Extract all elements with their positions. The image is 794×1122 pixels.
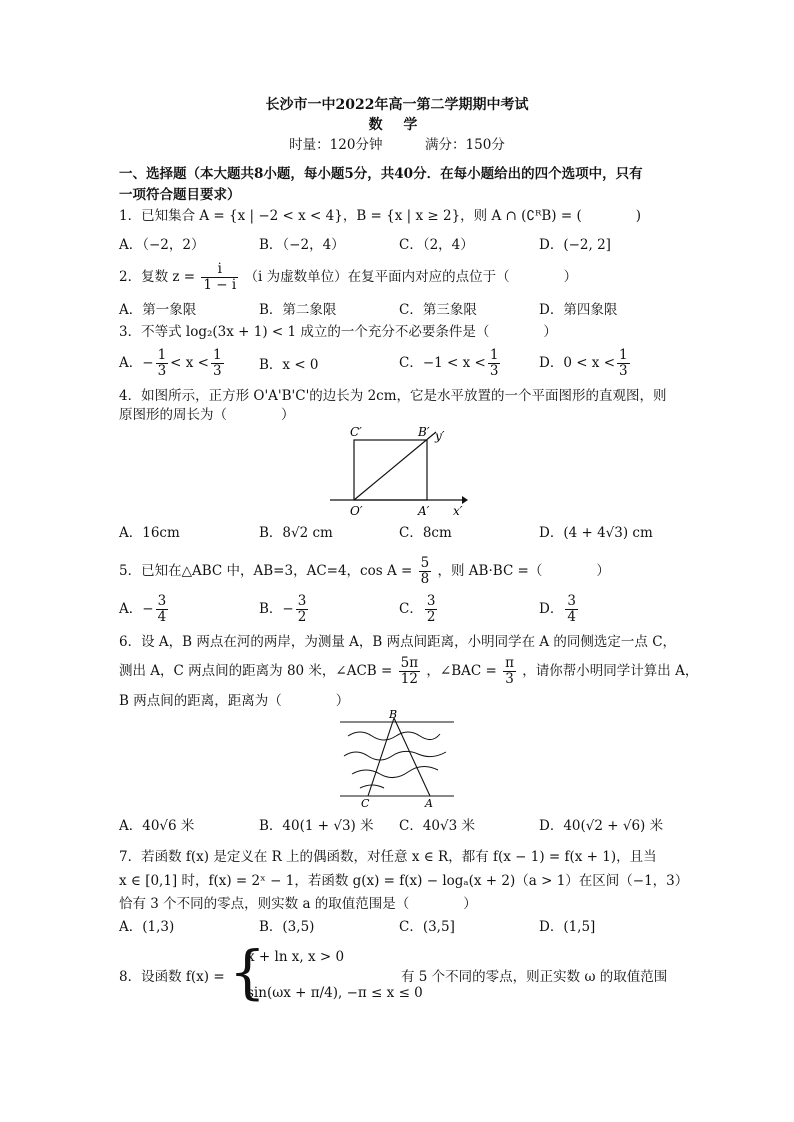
q2-option-a: A．第一象限: [119, 302, 197, 318]
q3-stem: 3．不等式 log₂(3x + 1) < 1 成立的一个充分不必要条件是（ ）: [119, 324, 557, 340]
q1-option-a: A．（−2，2）: [119, 237, 205, 253]
q4-option-a: A．16cm: [119, 525, 180, 541]
section1-heading-line2: 一项符合题目要求）: [119, 187, 241, 203]
q4-label-o: O′: [350, 504, 363, 518]
q6-line1: 6．设 A，B 两点在河的两岸，为测量 A，B 两点间距离，小明同学在 A 的同侧选定一点 C，: [119, 634, 677, 650]
q4-label-x: x′: [453, 504, 463, 518]
section1-heading-line1: 一、选择题（本大题共8小题，每小题5分，共40分．在每小题给出的四个选项中，只有: [119, 166, 643, 182]
q4-label-a: A′: [418, 504, 430, 518]
q2-option-c: C．第三象限: [399, 302, 477, 318]
q7-option-d: D．(1,5]: [539, 919, 596, 935]
exam-time: 时量：120分钟: [289, 137, 383, 153]
q4-label-b: B′: [418, 425, 430, 439]
q6-option-b: B．40(1 + √3) 米: [259, 818, 374, 834]
q8-post: 有 5 个不同的零点，则正实数 ω 的取值范围: [401, 969, 668, 985]
q4-line1: 4．如图所示，正方形 O'A'B'C'的边长为 2cm，它是水平放置的一个平面图形的直观图，则: [119, 388, 667, 404]
q6-option-c: C．40√3 米: [399, 818, 475, 834]
exam-score: 满分：150分: [425, 137, 505, 153]
q2-pre: 2．复数 z =: [119, 269, 196, 285]
q6-label-b: B: [389, 708, 398, 721]
q3-option-b: B．x < 0: [259, 357, 319, 373]
q1-stem: 1．已知集合 A = {x | −2 < x < 4}，B = {x | x ≥ 2}，则 A ∩ (∁ᴿB) = ( ): [119, 208, 641, 224]
q5-option-c: C． $\frac{3}{2}$: [399, 593, 436, 625]
exam-title: 长沙市一中2022年高一第二学期期中考试: [265, 97, 529, 113]
q7-line3: 恰有 3 个不同的零点，则实数 a 的取值范围是（ ）: [119, 896, 477, 912]
exam-time-score: [0, 133, 794, 153]
q2-post: （i 为虚数单位）在复平面内对应的点位于（ ）: [244, 269, 578, 285]
q2-fraction: $\frac{i}{1 - i}$: [203, 261, 237, 293]
q8-case-2: sin(ωx + π/4), −π ≤ x ≤ 0: [247, 985, 423, 1001]
q7-line2: x ∈ [0,1] 时，f(x) = 2ˣ − 1，若函数 g(x) = f(x) − logₐ(x + 2)（a > 1）在区间（−1，3）: [119, 873, 689, 889]
q4-label-c: C′: [350, 425, 362, 439]
q3-option-a: A．− $\frac{1}{3}$ < x < $\frac{1}{3}$: [119, 347, 222, 379]
q5-option-a: A．− $\frac{3}{4}$: [119, 593, 167, 625]
q3-option-c: C．−1 < x < $\frac{1}{3}$: [399, 347, 499, 379]
q8-brace: {: [229, 938, 266, 1006]
q7-option-b: B．(3,5): [259, 919, 315, 935]
q1-option-b: B．（−2，4）: [259, 237, 345, 253]
q6-label-a: A: [425, 797, 433, 808]
q6-option-d: D．40(√2 + √6) 米: [539, 818, 664, 834]
q4-option-d: D．(4 + 4√3) cm: [539, 525, 653, 541]
exam-subject: 数 学: [368, 117, 426, 133]
q3-option-d: D．0 < x < $\frac{1}{3}$: [539, 347, 628, 379]
q4-line2: 原图形的周长为（ ）: [119, 407, 295, 423]
q2-option-b: B．第二象限: [259, 302, 337, 318]
q5-stem: 5．已知在△ABC 中，AB=3，AC=4，cos A = $\frac{5}{8}$ ，则 AB·BC =（ ）: [119, 555, 610, 587]
q6-line3: B 两点间的距离，距离为（ ）: [119, 693, 350, 709]
q6-option-a: A．40√6 米: [119, 818, 195, 834]
q7-line1: 7．若函数 f(x) 是定义在 R 上的偶函数，对任意 x ∈ R，都有 f(x − 1) = f(x + 1)，且当: [119, 849, 657, 865]
q2-stem: [119, 262, 577, 293]
q1-option-c: C．（2，4）: [399, 237, 474, 253]
q4-figure: [322, 422, 472, 518]
q7-option-c: C．(3,5]: [399, 919, 455, 935]
q6-wave-1: [348, 732, 440, 740]
q2-option-d: D．第四象限: [539, 302, 618, 318]
q8-case-1: x + ln x, x > 0: [247, 949, 345, 965]
q4-label-y: y′: [435, 429, 445, 443]
q6-wave-2: [344, 751, 446, 760]
q1-option-d: D．(−2, 2]: [539, 237, 611, 253]
q4-option-c: C．8cm: [399, 525, 452, 541]
q6-label-c: C: [361, 797, 370, 808]
q6-side-ba: [394, 718, 430, 796]
q8-pre: 8．设函数 f(x) =: [119, 969, 225, 985]
q6-line2: 测出 A，C 两点间的距离为 80 米，∠ACB = $\frac{5\pi}{12}$ ，∠BAC = $\frac{\pi}{3}$ ，请你帮小明同学计算出 A，: [119, 655, 699, 687]
q5-option-b: B．− $\frac{3}{2}$: [259, 593, 307, 625]
q4-x-arrow: [462, 496, 468, 504]
q4-y-axis: [354, 432, 436, 500]
q7-option-a: A．(1,3): [119, 919, 175, 935]
q6-figure: [330, 708, 460, 808]
q4-option-b: B．8√2 cm: [259, 525, 333, 541]
q6-wave-3: [352, 766, 438, 777]
q5-option-d: D． $\frac{3}{4}$: [539, 593, 576, 625]
